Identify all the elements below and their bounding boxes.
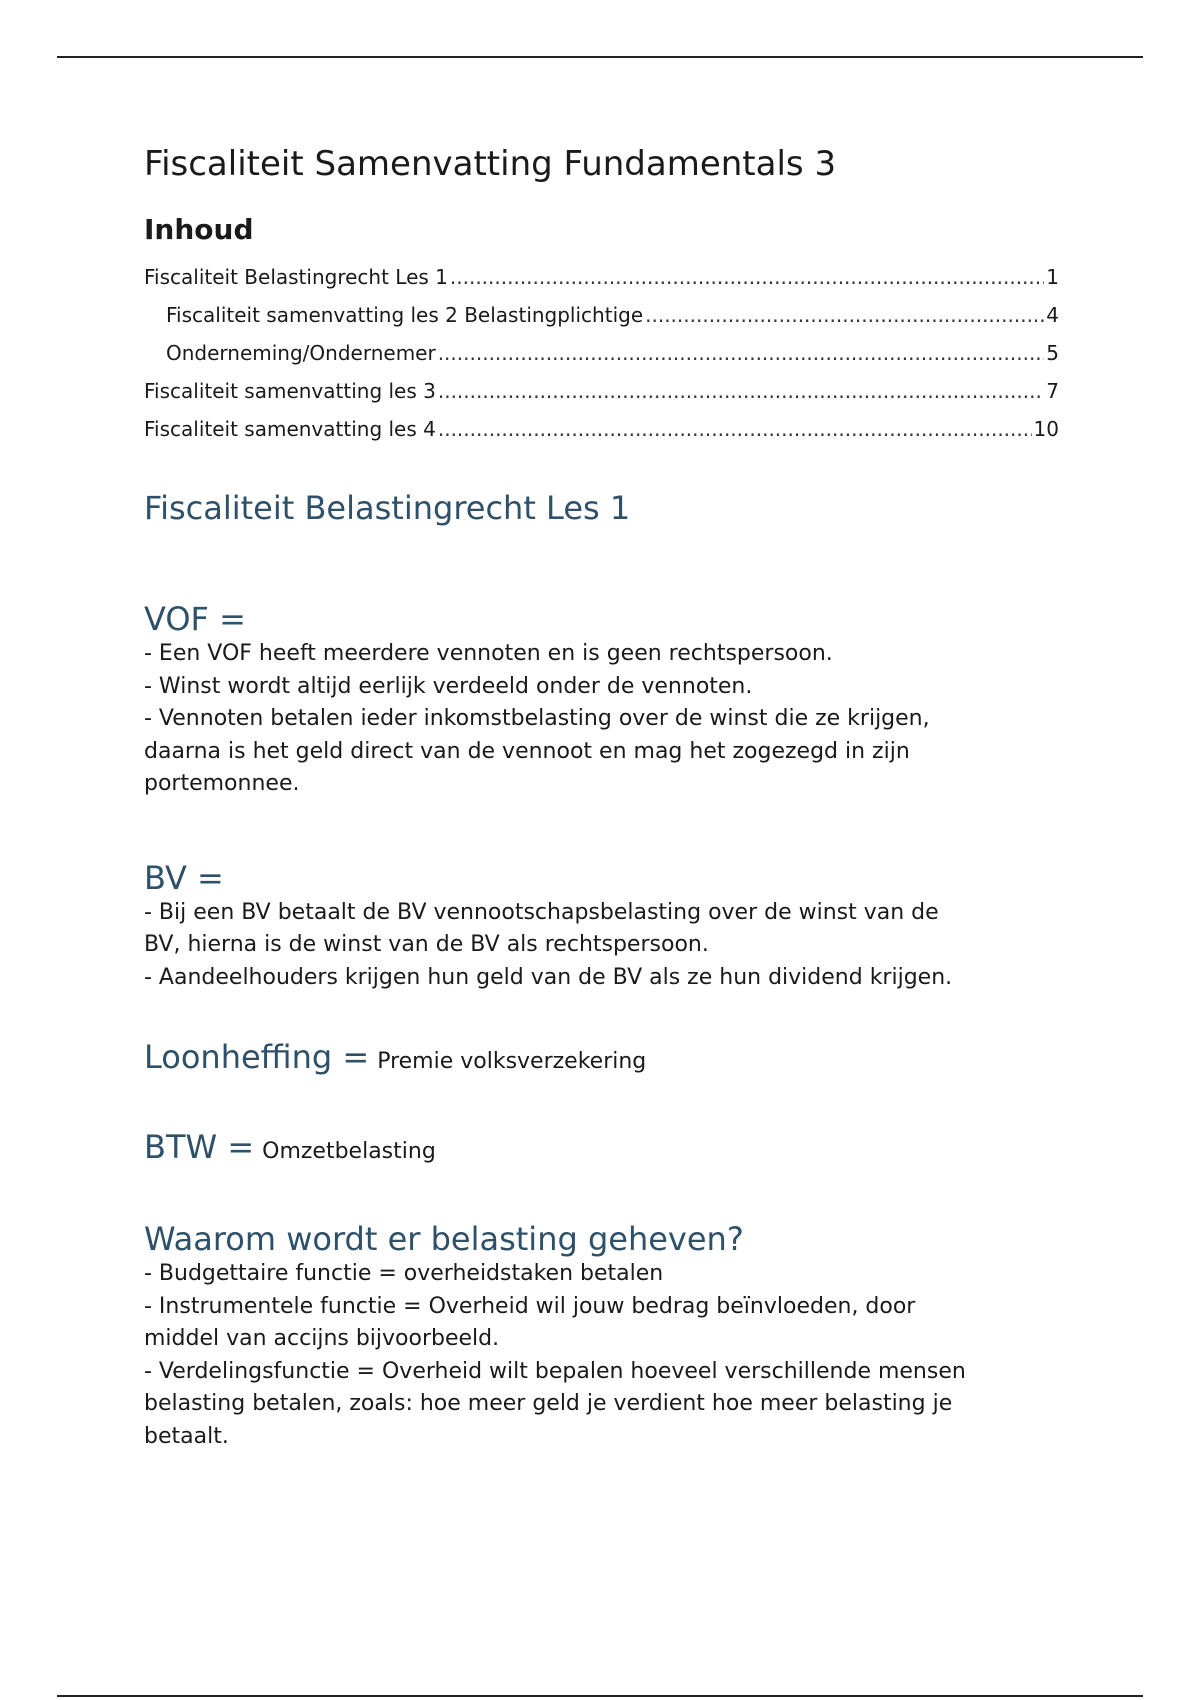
toc-leader <box>438 334 1045 372</box>
document-body <box>144 140 1059 1453</box>
bv-line: - Aandeelhouders krijgen hun geld van de BV als ze hun dividend krijgen. <box>144 964 953 990</box>
loonheffing-definition: Premie volksverzekering <box>377 1049 647 1074</box>
waarom-line: betaalt. <box>144 1423 229 1449</box>
toc-entry[interactable] <box>144 296 1059 334</box>
bv-block <box>144 859 1059 995</box>
toc-entry-page: 1 <box>1046 265 1059 289</box>
toc-leader <box>438 410 1032 448</box>
toc-entry-label: Fiscaliteit samenvatting les 3 <box>144 379 436 403</box>
vof-block <box>144 600 1059 801</box>
toc-entry[interactable] <box>144 372 1059 410</box>
toc-leader <box>438 372 1044 410</box>
btw-block <box>144 1128 1059 1166</box>
loonheffing-block <box>144 1038 1059 1076</box>
waarom-line: - Verdelingsfunctie = Overheid wilt bepalen hoeveel verschillende mensen <box>144 1358 966 1384</box>
vof-line: - Vennoten betalen ieder inkomstbelasting over de winst die ze krijgen, <box>144 706 930 731</box>
table-of-contents <box>144 210 1059 448</box>
vof-heading: VOF = <box>144 600 246 638</box>
toc-heading: Inhoud <box>144 213 254 246</box>
toc-entry-page: 7 <box>1046 379 1059 403</box>
vof-line: - Een VOF heeft meerdere vennoten en is geen rechtspersoon. <box>144 641 833 666</box>
toc-entry-label: Fiscaliteit Belastingrecht Les 1 <box>144 265 448 289</box>
document-title: Fiscaliteit Samenvatting Fundamentals 3 <box>144 144 837 184</box>
waarom-line: belasting betalen, zoals: hoe meer geld je verdient hoe meer belasting je <box>144 1391 953 1416</box>
toc-leader <box>450 258 1044 296</box>
bv-heading: BV = <box>144 858 224 897</box>
waarom-line: middel van accijns bijvoorbeeld. <box>144 1326 500 1351</box>
vof-line: - Winst wordt altijd eerlijk verdeeld onder de vennoten. <box>144 673 753 699</box>
toc-entry-label: Fiscaliteit samenvatting les 4 <box>144 417 436 441</box>
toc-list <box>144 258 1059 448</box>
btw-definition: Omzetbelasting <box>262 1139 436 1164</box>
toc-entry-page: 5 <box>1046 341 1059 365</box>
toc-entry-page: 4 <box>1046 303 1059 327</box>
section-heading: Fiscaliteit Belastingrecht Les 1 <box>144 489 631 527</box>
toc-entry-label: Fiscaliteit samenvatting les 2 Belastingplichtige <box>166 303 644 327</box>
toc-entry[interactable] <box>144 334 1059 372</box>
toc-entry-page: 10 <box>1033 417 1059 441</box>
top-rule <box>57 56 1143 58</box>
waarom-block <box>144 1220 1059 1453</box>
toc-entry[interactable] <box>144 258 1059 296</box>
loonheffing-heading: Loonheffing = <box>144 1038 370 1076</box>
bv-line: BV, hierna is de winst van de BV als rechtspersoon. <box>144 932 709 957</box>
toc-entry[interactable] <box>144 410 1059 448</box>
waarom-line: - Budgettaire functie = overheidstaken betalen <box>144 1261 664 1286</box>
waarom-heading: Waarom wordt er belasting geheven? <box>144 1220 744 1258</box>
waarom-line: - Instrumentele functie = Overheid wil jouw bedrag beïnvloeden, door <box>144 1293 916 1319</box>
toc-entry-label: Onderneming/Ondernemer <box>166 341 436 365</box>
btw-heading: BTW = <box>144 1128 255 1166</box>
bv-line: - Bij een BV betaalt de BV vennootschapsbelasting over de winst van de <box>144 899 939 925</box>
vof-line: portemonnee. <box>144 771 300 796</box>
toc-leader <box>645 296 1044 334</box>
vof-line: daarna is het geld direct van de vennoot en mag het zogezegd in zijn <box>144 738 910 764</box>
bottom-rule <box>57 1695 1143 1697</box>
